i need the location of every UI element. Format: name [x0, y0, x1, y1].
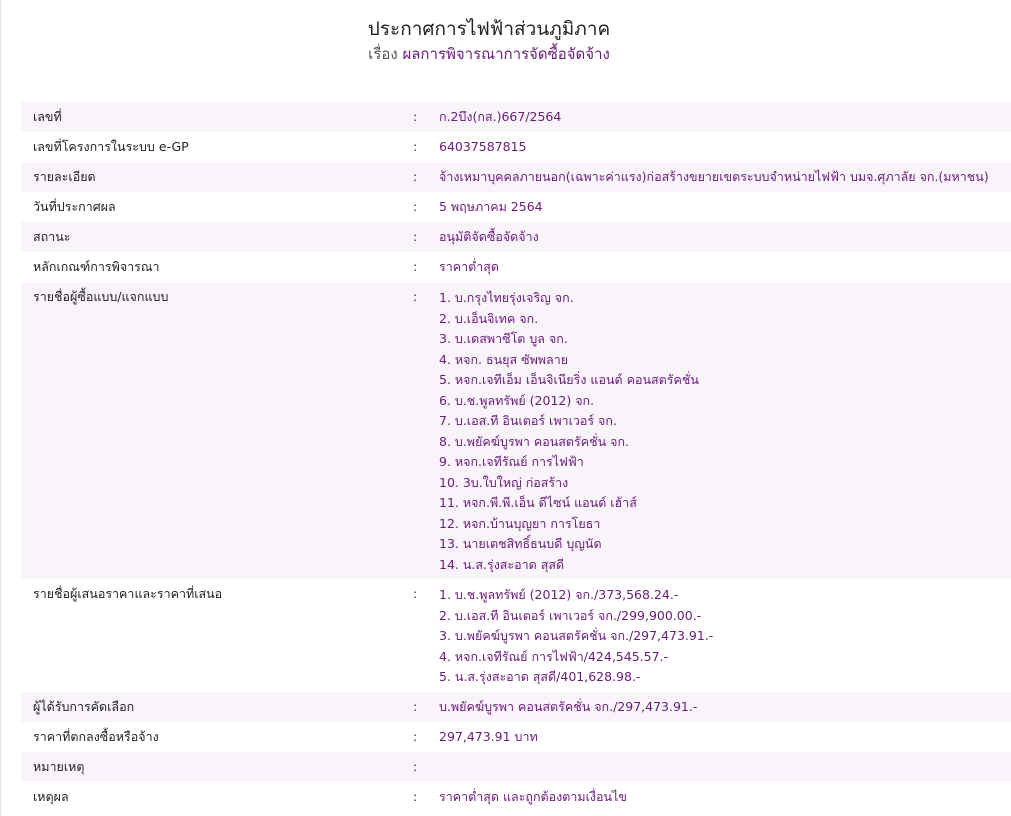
field-colon: : [413, 788, 418, 804]
field-value: 5 พฤษภาคม 2564 [439, 199, 543, 214]
field-value: ราคาต่ำสุด และถูกต้องตามเงื่อนไข [439, 788, 627, 804]
list-item: 5. น.ส.รุ่งสะอาด สุสดี/401,628.98.- [439, 669, 641, 684]
list-item: 9. หจก.เจทีรัณย์ การไฟฟ้า [439, 454, 584, 469]
list-item: 2. บ.เอ็นจิเทค จก. [439, 310, 539, 326]
bidders-list [439, 585, 1011, 688]
list-item: 1. บ.กรุงไทยรุ่งเจริญ จก. [439, 290, 574, 305]
row-date [21, 192, 1011, 222]
field-label: หลักเกณฑ์การพิจารณา [33, 259, 160, 274]
field-label: รายละเอียด [21, 162, 413, 192]
row-buyers [21, 282, 1011, 579]
list-item: 8. บ.พยัคฆ์บูรพา คอนสตรัคชั่น จก. [439, 433, 629, 449]
field-value: อนุมัติจัดซื้อจัดจ้าง [439, 222, 1011, 252]
field-value: บ.พยัคฆ์บูรพา คอนสตรัคชั่น จก./297,473.91.- [439, 692, 1011, 722]
detail-table [21, 102, 1011, 812]
field-colon: : [413, 692, 439, 722]
field-colon: : [413, 102, 439, 132]
field-label: หมายเหตุ [21, 752, 413, 782]
list-item: 2. บ.เอส.ที อินเตอร์ เพาเวอร์ จก./299,900.00.- [439, 607, 702, 623]
announcement-header [239, 0, 739, 65]
field-value [439, 579, 1011, 692]
list-item: 4. หจก.เจทีรัณย์ การไฟฟ้า/424,545.57.- [439, 648, 669, 664]
field-colon: : [413, 162, 439, 192]
row-remark [21, 752, 1011, 782]
field-value [439, 752, 1011, 782]
row-price [21, 722, 1011, 752]
list-item: 4. หจก. ธนยุส ซัพพลาย [439, 351, 569, 367]
row-status [21, 222, 1011, 252]
field-label: เหตุผล [33, 788, 69, 804]
field-label: วันที่ประกาศผล [33, 199, 116, 214]
field-label: ผู้ได้รับการคัดเลือก [21, 692, 413, 722]
buyers-list [439, 288, 1011, 575]
row-reason [21, 782, 1011, 812]
row-bidders [21, 579, 1011, 692]
field-value: ราคาต่ำสุด [439, 259, 499, 274]
subtitle-prefix: เรื่อง [368, 45, 398, 63]
list-item: 6. บ.ช.พูลทรัพย์ (2012) จก. [439, 392, 595, 408]
field-colon: : [413, 752, 439, 782]
list-item: 3. บ.พยัคฆ์บูรพา คอนสตรัคชั่น จก./297,473.91.- [439, 628, 714, 643]
field-label: รายชื่อผู้เสนอราคาและราคาที่เสนอ [33, 586, 223, 601]
field-value: จ้างเหมาบุคคลภายนอก(เฉพาะค่าแรง)ก่อสร้างขยายเขตระบบจำหน่ายไฟฟ้า บมจ.ศุภาลัย จก.(มหาชน) [439, 162, 1011, 192]
field-colon: : [413, 728, 418, 744]
field-label: เลขที่ [21, 102, 413, 132]
row-criteria [21, 252, 1011, 282]
list-item: 11. หจก.พี.พี.เอ็น ดีไซน์ แอนด์ เฮ้าส์ [439, 495, 637, 510]
list-item: 13. นายเตชสิทธิ์ธนบดี บุญนัด [439, 536, 602, 551]
field-colon: : [413, 139, 418, 154]
subtitle-text: ผลการพิจารณาการจัดซื้อจัดจ้าง [402, 45, 610, 63]
field-label: รายชื่อผู้ซื้อแบบ/แจกแบบ [21, 282, 413, 579]
field-colon: : [413, 282, 439, 579]
list-item: 7. บ.เอส.ที อินเตอร์ เพาเวอร์ จก. [439, 413, 617, 428]
row-egp [21, 132, 1011, 162]
field-value: ก.2บึง(กส.)667/2564 [439, 102, 1011, 132]
field-colon: : [413, 222, 439, 252]
field-label: สถานะ [21, 222, 413, 252]
list-item: 12. หจก.บ้านบุญยา การโยธา [439, 515, 601, 531]
field-colon: : [413, 259, 418, 274]
row-winner [21, 692, 1011, 722]
field-value: 297,473.91 บาท [439, 728, 538, 744]
field-colon: : [413, 199, 418, 214]
page-subtitle [239, 43, 739, 65]
field-value: 64037587815 [439, 139, 527, 154]
field-label: เลขที่โครงการในระบบ e-GP [33, 139, 189, 154]
field-label: ราคาที่ตกลงซื้อหรือจ้าง [33, 728, 159, 744]
row-detail [21, 162, 1011, 192]
list-item: 3. บ.เดสพาซีโต บูล จก. [439, 331, 568, 346]
list-item: 10. 3บ.ใบใหญ่ ก่อสร้าง [439, 474, 569, 490]
row-number [21, 102, 1011, 132]
page-title: ประกาศการไฟฟ้าส่วนภูมิภาค [367, 18, 611, 40]
field-value [439, 282, 1011, 579]
list-item: 5. หจก.เจทีเอ็ม เอ็นจิเนียริ่ง แอนด์ คอนสตรัคชั่น [439, 372, 699, 387]
list-item: 14. น.ส.รุ่งสะอาด สุสดี [439, 556, 565, 572]
field-colon: : [413, 586, 418, 601]
list-item: 1. บ.ช.พูลทรัพย์ (2012) จก./373,568.24.- [439, 587, 679, 602]
